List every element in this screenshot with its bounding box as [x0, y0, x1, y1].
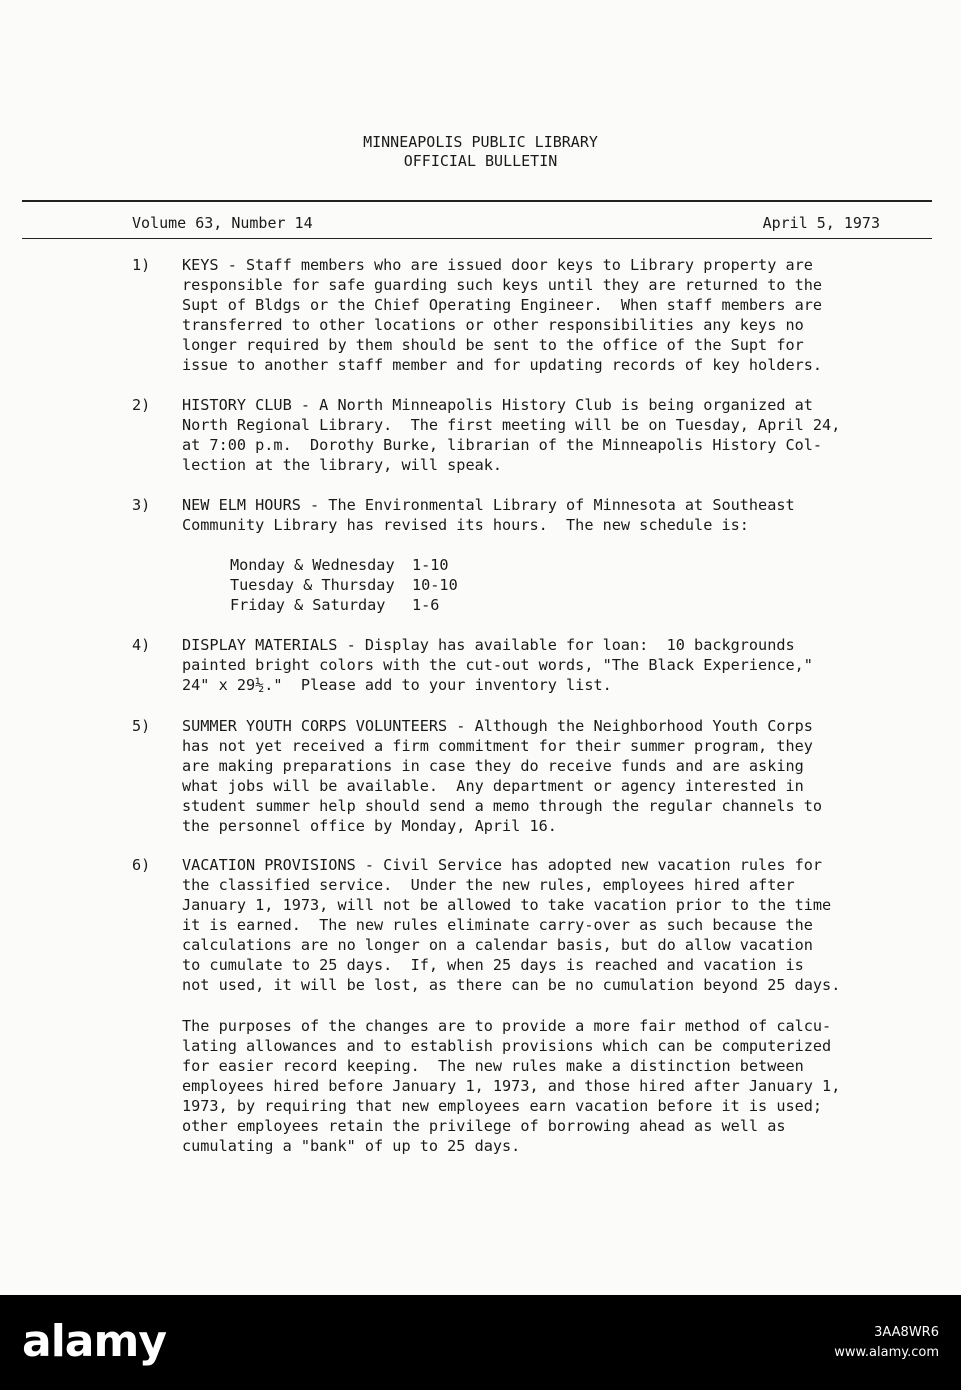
- item-number: 2): [132, 396, 151, 414]
- item-number: 5): [132, 717, 151, 735]
- text-line: are making preparations in case they do receive funds and are asking: [182, 757, 804, 775]
- stock-image-id: 3AA8WR6: [874, 1325, 939, 1340]
- header-bottom-rule: [22, 238, 932, 239]
- text-line: transferred to other locations or other responsibilities any keys no: [182, 316, 804, 334]
- item-text: [182, 855, 902, 995]
- text-line: longer required by them should be sent to the office of the Supt for: [182, 336, 804, 354]
- text-line: at 7:00 p.m. Dorothy Burke, librarian of the Minneapolis History Col-: [182, 436, 823, 454]
- text-line: HISTORY CLUB - A North Minneapolis History Club is being organized at: [182, 396, 813, 414]
- text-line: The purposes of the changes are to provide a more fair method of calcu-: [182, 1017, 832, 1035]
- text-line: employees hired before January 1, 1973, and those hired after January 1,: [182, 1077, 841, 1095]
- stock-image-info: [834, 1323, 939, 1363]
- text-line: North Regional Library. The first meeting will be on Tuesday, April 24,: [182, 416, 841, 434]
- item-text: [182, 395, 902, 475]
- text-line: DISPLAY MATERIALS - Display has available for loan: 10 backgrounds: [182, 636, 795, 654]
- schedule-days: Friday & Saturday: [230, 596, 386, 614]
- text-line: not used, it will be lost, as there can be no cumulation beyond 25 days.: [182, 976, 841, 994]
- elm-schedule: [230, 555, 458, 615]
- text-line: cumulating a "bank" of up to 25 days.: [182, 1137, 521, 1155]
- header-top-rule: [22, 200, 932, 202]
- text-line: 24" x 29½." Please add to your inventory list.: [182, 676, 612, 694]
- text-line: what jobs will be available. Any department or agency interested in: [182, 777, 804, 795]
- schedule-row: [230, 595, 458, 615]
- library-name: MINNEAPOLIS PUBLIC LIBRARY: [363, 133, 598, 151]
- text-line: the classified service. Under the new rules, employees hired after: [182, 876, 795, 894]
- text-line: Community Library has revised its hours. The new schedule is:: [182, 516, 749, 534]
- bulletin-header: [0, 133, 961, 171]
- volume-number: Volume 63, Number 14: [132, 214, 313, 232]
- text-line: VACATION PROVISIONS - Civil Service has adopted new vacation rules for: [182, 856, 823, 874]
- text-line: issue to another staff member and for updating records of key holders.: [182, 356, 823, 374]
- vacation-paragraph-2: [182, 1016, 902, 1156]
- alamy-logo: alamy: [22, 1316, 166, 1367]
- item-text: [182, 255, 902, 375]
- item-number: 6): [132, 856, 151, 874]
- text-line: January 1, 1973, will not be allowed to take vacation prior to the time: [182, 896, 832, 914]
- text-line: the personnel office by Monday, April 16.: [182, 817, 557, 835]
- item-text: [182, 495, 902, 535]
- text-line: for easier record keeping. The new rules make a distinction between: [182, 1057, 804, 1075]
- issue-date: April 5, 1973: [762, 214, 880, 232]
- text-line: Supt of Bldgs or the Chief Operating Engineer. When staff members are: [182, 296, 823, 314]
- text-line: 1973, by requiring that new employees earn vacation before it is used;: [182, 1097, 823, 1115]
- text-line: responsible for safe guarding such keys until they are returned to the: [182, 276, 823, 294]
- schedule-days: Tuesday & Thursday: [230, 576, 395, 594]
- bulletin-title: OFFICIAL BULLETIN: [403, 152, 558, 170]
- schedule-hours: 10-10: [412, 576, 458, 594]
- item-number: 1): [132, 256, 151, 274]
- text-line: it is earned. The new rules eliminate carry-over as such because the: [182, 916, 813, 934]
- text-line: has not yet received a firm commitment for their summer program, they: [182, 737, 813, 755]
- schedule-hours: 1-10: [412, 556, 449, 574]
- schedule-days: Monday & Wednesday: [230, 556, 395, 574]
- text-line: KEYS - Staff members who are issued door keys to Library property are: [182, 256, 813, 274]
- text-line: other employees retain the privilege of borrowing ahead as well as: [182, 1117, 786, 1135]
- item-text: [182, 635, 902, 695]
- text-line: to cumulate to 25 days. If, when 25 days is reached and vacation is: [182, 956, 804, 974]
- text-line: lection at the library, will speak.: [182, 456, 503, 474]
- text-line: NEW ELM HOURS - The Environmental Library of Minnesota at Southeast: [182, 496, 795, 514]
- item-number: 4): [132, 636, 151, 654]
- issue-line: [132, 213, 880, 233]
- text-line: lating allowances and to establish provisions which can be computerized: [182, 1037, 832, 1055]
- schedule-hours: 1-6: [412, 596, 440, 614]
- stock-site-url: www.alamy.com: [834, 1345, 939, 1360]
- text-line: SUMMER YOUTH CORPS VOLUNTEERS - Although the Neighborhood Youth Corps: [182, 717, 813, 735]
- item-text: [182, 716, 902, 836]
- text-line: painted bright colors with the cut-out words, "The Black Experience,": [182, 656, 813, 674]
- schedule-row: [230, 575, 458, 595]
- text-line: student summer help should send a memo through the regular channels to: [182, 797, 823, 815]
- item-number: 3): [132, 496, 151, 514]
- text-line: calculations are no longer on a calendar basis, but do allow vacation: [182, 936, 813, 954]
- schedule-row: [230, 555, 458, 575]
